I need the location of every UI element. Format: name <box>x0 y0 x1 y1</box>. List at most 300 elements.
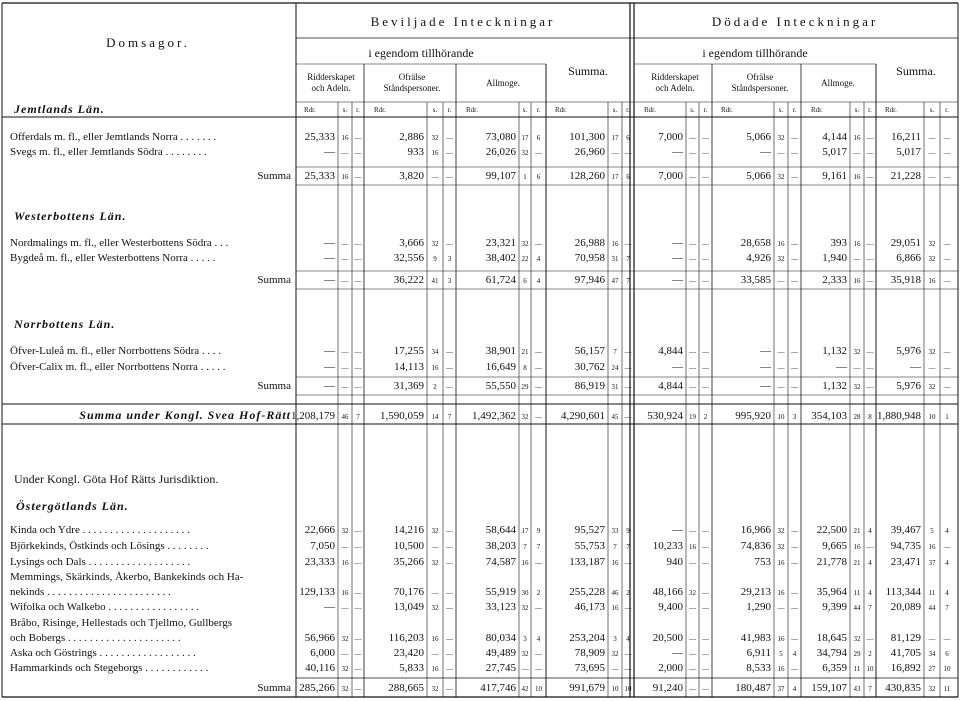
cell-skilling: — <box>689 650 696 658</box>
cell-runstycke: — <box>354 134 362 142</box>
cell-skilling: — <box>928 149 936 157</box>
cell-skilling: 16 <box>777 559 785 567</box>
cell-skilling: 16 <box>777 589 785 597</box>
row-label: Hammarkinds och Stegeborgs . . . . . . . . . . . . <box>10 662 209 674</box>
domsagor-header: Domsagor. <box>106 35 190 50</box>
cell-runstycke: — <box>446 650 453 658</box>
summa-label: Summa <box>257 274 291 286</box>
cell-skilling: 1 <box>523 173 527 181</box>
cell-skilling: 17 <box>611 173 619 181</box>
cell-skilling: 32 <box>431 527 439 535</box>
cell-runstycke: 4 <box>536 635 541 643</box>
cell-runstycke: 10 <box>866 665 874 673</box>
cell-value: 48,166 <box>652 586 683 598</box>
cell-value: 6,866 <box>896 252 921 264</box>
cell-runstycke: 4 <box>626 635 630 643</box>
cell-skilling: 17 <box>521 527 529 535</box>
cell-value: 38,203 <box>485 540 516 552</box>
cell-value: 288,665 <box>388 682 424 694</box>
cell-value: 55,753 <box>574 540 605 552</box>
cell-runstycke: 6 <box>536 134 541 142</box>
cell-value: 28,658 <box>740 237 771 249</box>
cell-skilling: 32 <box>928 348 936 356</box>
rdr-label: Rdr. <box>374 106 386 114</box>
cell-runstycke: — <box>446 635 453 643</box>
row-label: Memmings, Skärkinds, Åkerbo, Bankekinds och Ha- <box>10 571 244 583</box>
cell-skilling: — <box>689 559 696 567</box>
cell-skilling: — <box>689 277 696 285</box>
cell-value: 5,017 <box>822 146 847 158</box>
cell-runstycke: — <box>866 383 874 391</box>
cell-value: 159,107 <box>811 682 847 694</box>
cell-value: 81,129 <box>890 632 921 644</box>
summa-label: Summa <box>257 682 291 694</box>
egendom-header: i egendom tillhörande <box>702 46 808 60</box>
cell-skilling: 46 <box>611 589 619 597</box>
cell-runstycke: — <box>791 149 798 157</box>
cell-runstycke: 7 <box>945 604 949 612</box>
cell-skilling: 32 <box>431 559 439 567</box>
cell-skilling: 16 <box>341 173 349 181</box>
cell-value: 9,665 <box>822 540 847 552</box>
cell-runstycke: 4 <box>792 650 797 658</box>
cell-skilling: — <box>689 527 696 535</box>
cell-runstycke: — <box>354 364 362 372</box>
cell-runstycke: — <box>624 364 632 372</box>
cell-skilling: 16 <box>521 559 529 567</box>
cell-runstycke: — <box>791 364 798 372</box>
cell-skilling: 19 <box>689 413 696 421</box>
cell-value: 7,050 <box>310 540 335 552</box>
cell-skilling: — <box>777 348 785 356</box>
row-label: Bråbo, Risinge, Hellestads och Tjellmo, Gullbergs <box>10 617 233 629</box>
cell-runstycke: — <box>702 685 709 693</box>
cell-runstycke: — <box>866 255 874 263</box>
cell-skilling: — <box>777 604 785 612</box>
cell-skilling: 28 <box>853 413 861 421</box>
cell-value: 16,649 <box>485 361 516 373</box>
cell-value: 4,144 <box>822 131 847 143</box>
svea-total-label: Summa under Kongl. Svea Hof-Rätt <box>79 408 291 422</box>
cell-value: 61,724 <box>485 274 516 286</box>
cell-skilling: 32 <box>341 685 349 693</box>
r-label: r. <box>536 106 541 114</box>
cell-skilling: 34 <box>431 348 439 356</box>
col-head-ridderskapet: Ridderskapet <box>307 72 355 82</box>
cell-skilling: 10 <box>928 413 936 421</box>
s-label: s. <box>690 106 695 114</box>
row-label: Svegs m. fl., eller Jemtlands Södra . . . . . . . . <box>10 146 207 158</box>
cell-skilling: 16 <box>777 240 785 248</box>
cell-value: 78,909 <box>574 647 605 659</box>
cell-value: — <box>672 274 683 286</box>
cell-runstycke: — <box>535 383 542 391</box>
cell-skilling: 16 <box>928 543 936 551</box>
cell-value: 38,402 <box>485 252 516 264</box>
cell-runstycke: — <box>702 559 709 567</box>
cell-skilling: 16 <box>853 134 861 142</box>
cell-value: 16,211 <box>891 131 921 143</box>
summa-col-header: Summa. <box>896 64 936 78</box>
cell-runstycke: — <box>702 543 709 551</box>
cell-runstycke: 3 <box>792 413 797 421</box>
cell-value: 101,300 <box>569 131 605 143</box>
cell-runstycke: — <box>624 240 632 248</box>
row-label: Kinda och Ydre . . . . . . . . . . . . . . . . . . . . <box>10 524 190 536</box>
cell-runstycke: 4 <box>536 255 541 263</box>
cell-skilling: — <box>689 665 696 673</box>
cell-runstycke: — <box>943 149 951 157</box>
cell-value: 35,918 <box>890 274 921 286</box>
cell-value: 7,000 <box>658 131 683 143</box>
cell-value: 16,892 <box>890 662 921 674</box>
cell-runstycke: — <box>943 255 951 263</box>
cell-runstycke: — <box>702 650 709 658</box>
cell-value: 23,471 <box>890 556 921 568</box>
cell-skilling: 32 <box>431 685 439 693</box>
cell-runstycke: — <box>446 134 453 142</box>
cell-skilling: 32 <box>341 527 349 535</box>
cell-value: 73,695 <box>574 662 605 674</box>
cell-skilling: 33 <box>611 527 619 535</box>
cell-value: 34,794 <box>816 647 847 659</box>
cell-runstycke: 4 <box>945 589 949 597</box>
cell-runstycke: 1 <box>945 413 949 421</box>
cell-runstycke: — <box>702 635 709 643</box>
cell-runstycke: — <box>354 665 362 673</box>
cell-runstycke: — <box>354 383 362 391</box>
cell-value: 20,089 <box>890 601 921 613</box>
cell-skilling: — <box>928 134 936 142</box>
cell-value: — <box>324 361 335 373</box>
cell-runstycke: 4 <box>536 277 541 285</box>
cell-skilling: 16 <box>611 240 619 248</box>
cell-runstycke: 6 <box>626 134 630 142</box>
table-text <box>10 14 952 694</box>
summa-label: Summa <box>257 380 291 392</box>
cell-runstycke: — <box>535 650 542 658</box>
cell-value: 22,666 <box>304 524 335 536</box>
row-label: Offerdals m. fl., eller Jemtlands Norra . . . . . . . <box>10 131 217 143</box>
cell-value: 129,133 <box>299 586 335 598</box>
cell-value: 23,420 <box>393 647 424 659</box>
cell-runstycke: — <box>866 134 874 142</box>
col-head-ridderskapet: Ridderskapet <box>651 72 699 82</box>
cell-runstycke: — <box>535 240 542 248</box>
cell-value: 5,066 <box>746 131 771 143</box>
cell-runstycke: — <box>624 348 632 356</box>
cell-runstycke: — <box>702 383 709 391</box>
cell-value: 2,000 <box>658 662 683 674</box>
cell-skilling: 37 <box>777 685 785 693</box>
cell-runstycke: — <box>943 383 951 391</box>
cell-value: 253,204 <box>569 632 605 644</box>
cell-runstycke: — <box>866 277 874 285</box>
cell-value: 35,266 <box>393 556 424 568</box>
cell-value: 9,399 <box>822 601 847 613</box>
cell-value: — <box>672 647 683 659</box>
cell-value: 933 <box>407 146 424 158</box>
cell-value: 99,107 <box>485 170 516 182</box>
cell-runstycke: — <box>943 277 951 285</box>
cell-value: 5,976 <box>896 380 921 392</box>
cell-runstycke: — <box>791 589 798 597</box>
cell-skilling: 32 <box>853 383 861 391</box>
cell-value: 97,946 <box>574 274 605 286</box>
r-label: r. <box>868 106 872 114</box>
rdr-label: Rdr. <box>466 106 478 114</box>
cell-skilling: — <box>928 635 936 643</box>
cell-runstycke: — <box>791 277 798 285</box>
cell-skilling: 22 <box>521 255 529 263</box>
r-label: r. <box>792 106 797 114</box>
col-head-ofralse: Ofrälse <box>746 72 774 82</box>
cell-runstycke: — <box>446 559 453 567</box>
cell-skilling: 11 <box>853 665 861 673</box>
cell-runstycke: — <box>624 149 632 157</box>
cell-runstycke: 2 <box>868 650 872 658</box>
cell-skilling: 32 <box>431 240 439 248</box>
row-label: Björkekinds, Östkinds och Lösings . . . . . . . . <box>10 540 209 552</box>
cell-value: 74,587 <box>485 556 516 568</box>
s-label: s. <box>854 106 860 114</box>
cell-runstycke: — <box>943 348 951 356</box>
cell-skilling: 37 <box>928 559 936 567</box>
cell-value: 9,161 <box>822 170 847 182</box>
cell-value: 1,880,948 <box>877 410 921 422</box>
cell-value: 5,833 <box>399 662 424 674</box>
cell-value: — <box>760 146 771 158</box>
cell-value: 753 <box>754 556 771 568</box>
cell-skilling: 7 <box>613 543 617 551</box>
cell-value: — <box>672 524 683 536</box>
cell-runstycke: 6 <box>945 650 949 658</box>
cell-runstycke: — <box>866 240 874 248</box>
cell-runstycke: — <box>446 527 453 535</box>
cell-value: 39,467 <box>890 524 921 536</box>
cell-skilling: 16 <box>341 559 349 567</box>
cell-value: 113,344 <box>885 586 921 598</box>
cell-value: 40,116 <box>305 662 335 674</box>
cell-skilling: 16 <box>777 635 785 643</box>
cell-runstycke: 4 <box>868 559 872 567</box>
cell-value: — <box>836 361 847 373</box>
cell-value: 1,132 <box>822 345 847 357</box>
cell-runstycke: — <box>791 665 798 673</box>
rdr-label: Rdr. <box>644 106 656 114</box>
cell-skilling: 16 <box>853 277 861 285</box>
cell-runstycke: — <box>624 650 632 658</box>
cell-runstycke: — <box>354 589 362 597</box>
cell-skilling: 2 <box>433 383 437 391</box>
cell-runstycke: — <box>866 173 874 181</box>
cell-skilling: 32 <box>521 240 529 248</box>
beviljade-header: Beviljade Inteckningar <box>370 14 556 29</box>
cell-value: 23,333 <box>304 556 335 568</box>
cell-runstycke: — <box>702 527 709 535</box>
cell-runstycke: — <box>702 240 709 248</box>
cell-runstycke: — <box>354 255 362 263</box>
cell-skilling: 16 <box>611 559 619 567</box>
cell-skilling: 3 <box>523 635 527 643</box>
cell-value: 1,290 <box>746 601 771 613</box>
cell-skilling: 30 <box>521 589 529 597</box>
cell-value: 23,321 <box>485 237 516 249</box>
cell-value: 18,645 <box>816 632 847 644</box>
col-head-standspersoner: Ståndspersoner. <box>383 83 441 93</box>
cell-value: 417,746 <box>480 682 516 694</box>
cell-value: 14,216 <box>393 524 424 536</box>
cell-runstycke: — <box>446 685 453 693</box>
cell-runstycke: — <box>535 364 542 372</box>
cell-skilling: 11 <box>853 589 861 597</box>
cell-skilling: — <box>689 240 696 248</box>
cell-value: 31,369 <box>393 380 424 392</box>
cell-value: 29,051 <box>890 237 921 249</box>
cell-runstycke: — <box>535 604 542 612</box>
rdr-label: Rdr. <box>885 106 897 114</box>
cell-skilling: 21 <box>521 348 529 356</box>
cell-value: — <box>910 361 921 373</box>
cell-skilling: — <box>689 364 696 372</box>
cell-runstycke: — <box>354 559 362 567</box>
cell-value: 91,240 <box>652 682 683 694</box>
col-head-adeln: och Adeln. <box>311 83 351 93</box>
cell-value: 73,080 <box>485 131 516 143</box>
cell-value: 29,213 <box>740 586 771 598</box>
cell-runstycke: 4 <box>868 527 872 535</box>
cell-runstycke: — <box>446 364 453 372</box>
egendom-header: i egendom tillhörande <box>368 46 474 60</box>
cell-value: — <box>324 237 335 249</box>
cell-runstycke: — <box>866 149 874 157</box>
cell-skilling: — <box>777 277 785 285</box>
cell-runstycke: — <box>791 543 798 551</box>
cell-runstycke: — <box>446 149 453 157</box>
cell-skilling: — <box>689 149 696 157</box>
cell-skilling: 16 <box>431 665 439 673</box>
cell-runstycke: — <box>624 413 632 421</box>
cell-runstycke: — <box>791 635 798 643</box>
rdr-label: Rdr. <box>811 106 823 114</box>
cell-value: 2,333 <box>822 274 847 286</box>
cell-skilling: — <box>689 604 696 612</box>
cell-runstycke: — <box>702 149 709 157</box>
cell-skilling: 21 <box>853 559 861 567</box>
s-label: s. <box>929 106 935 114</box>
cell-skilling: — <box>341 364 349 372</box>
cell-value: 10,500 <box>393 540 424 552</box>
cell-value: 58,644 <box>485 524 516 536</box>
cell-runstycke: 2 <box>626 589 630 597</box>
cell-value: 95,527 <box>574 524 605 536</box>
row-label: Öfver-Luleå m. fl., eller Norrbottens Södra . . . . <box>10 345 222 357</box>
cell-value: 25,333 <box>304 131 335 143</box>
cell-skilling: 8 <box>523 364 527 372</box>
cell-skilling: 31 <box>611 255 619 263</box>
cell-skilling: — <box>341 149 349 157</box>
r-label: r. <box>626 106 630 114</box>
cell-value: 180,487 <box>735 682 771 694</box>
cell-skilling: 16 <box>341 589 349 597</box>
cell-runstycke: 9 <box>626 527 630 535</box>
cell-value: 9,400 <box>658 601 683 613</box>
cell-value: 5,017 <box>896 146 921 158</box>
cell-runstycke: — <box>943 173 951 181</box>
cell-skilling: 32 <box>341 665 349 673</box>
cell-skilling: 29 <box>521 383 529 391</box>
cell-runstycke: — <box>446 543 453 551</box>
dodade-header: Dödade Inteckningar <box>711 14 879 29</box>
cell-skilling: 16 <box>853 173 861 181</box>
cell-value: 16,966 <box>740 524 771 536</box>
cell-runstycke: 8 <box>868 413 872 421</box>
cell-runstycke: — <box>354 173 362 181</box>
cell-skilling: 41 <box>431 277 439 285</box>
cell-runstycke: 2 <box>703 413 708 421</box>
cell-runstycke: — <box>791 527 798 535</box>
row-label: och Bobergs . . . . . . . . . . . . . . . . . . . . . <box>10 632 181 644</box>
cell-value: 14,113 <box>394 361 424 373</box>
cell-runstycke: 9 <box>536 527 541 535</box>
cell-runstycke: — <box>354 604 362 612</box>
cell-skilling: 5 <box>930 527 934 535</box>
cell-value: 49,489 <box>485 647 516 659</box>
cell-value: 32,556 <box>393 252 424 264</box>
cell-runstycke: — <box>866 635 874 643</box>
cell-runstycke: — <box>354 277 362 285</box>
cell-skilling: 45 <box>611 413 619 421</box>
cell-skilling: 10 <box>611 685 619 693</box>
cell-skilling: 9 <box>433 255 437 263</box>
summa-label: Summa <box>257 170 291 182</box>
row-label: Öfver-Calix m. fl., eller Norrbottens Norra . . . . . <box>10 361 226 373</box>
cell-runstycke: 7 <box>626 255 630 263</box>
cell-runstycke: — <box>943 364 951 372</box>
r-label: r. <box>447 106 452 114</box>
cell-skilling: 16 <box>341 134 349 142</box>
cell-runstycke: — <box>702 277 709 285</box>
cell-value: — <box>672 237 683 249</box>
cell-skilling: 16 <box>689 543 696 551</box>
cell-skilling: — <box>611 665 619 673</box>
cell-value: 25,333 <box>304 170 335 182</box>
cell-value: 30,762 <box>574 361 605 373</box>
cell-runstycke: — <box>791 604 798 612</box>
cell-skilling: 27 <box>928 665 936 673</box>
cell-value: 1,132 <box>822 380 847 392</box>
cell-value: — <box>760 361 771 373</box>
cell-value: 1,208,179 <box>291 410 335 422</box>
cell-runstycke: — <box>791 255 798 263</box>
cell-value: 8,533 <box>746 662 771 674</box>
cell-runstycke: — <box>535 149 542 157</box>
cell-runstycke: 4 <box>868 589 872 597</box>
cell-skilling: 16 <box>777 665 785 673</box>
cell-value: 6,359 <box>822 662 847 674</box>
cell-runstycke: 2 <box>536 589 541 597</box>
cell-value: 41,983 <box>740 632 771 644</box>
cell-skilling: — <box>341 383 349 391</box>
r-label: r. <box>703 106 708 114</box>
cell-value: 86,919 <box>574 380 605 392</box>
section-title: Jemtlands Län. <box>14 102 105 116</box>
cell-skilling: — <box>689 383 696 391</box>
cell-value: 20,500 <box>652 632 683 644</box>
cell-skilling: — <box>777 149 785 157</box>
cell-runstycke: — <box>702 589 709 597</box>
cell-skilling: — <box>431 650 439 658</box>
